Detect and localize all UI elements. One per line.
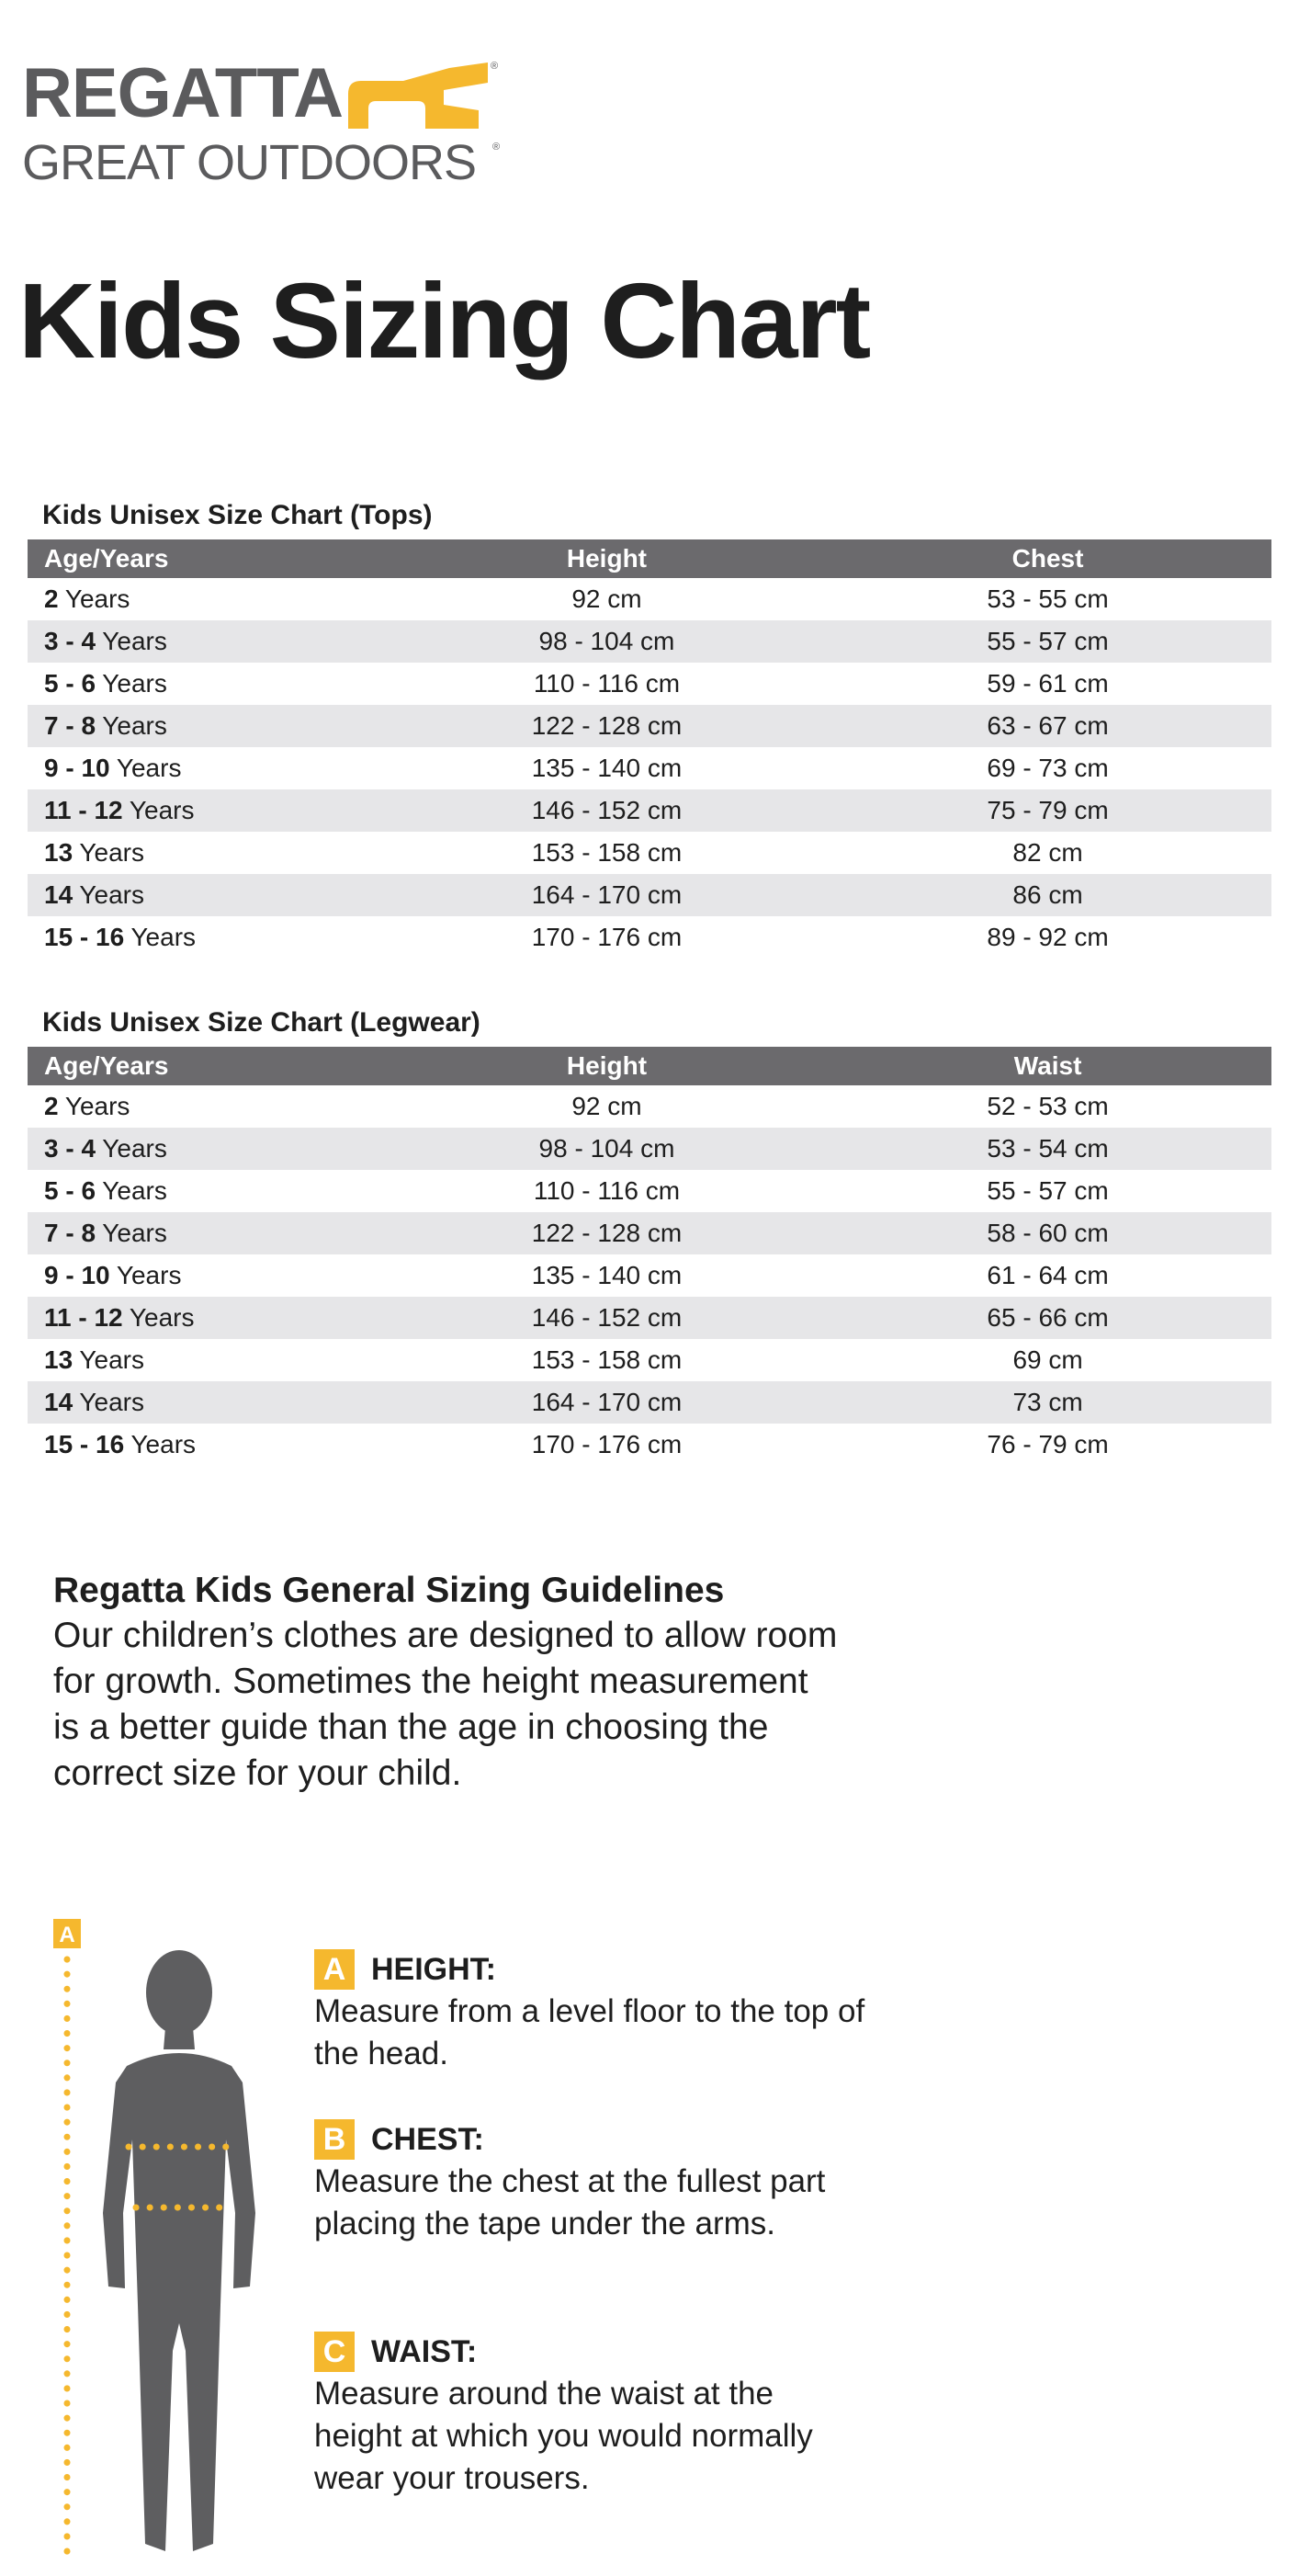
measure-waist	[314, 2331, 865, 2500]
cell-age: 5 - 6 Years	[44, 1176, 167, 1205]
column-header-chest: Chest	[824, 539, 1271, 578]
cell-chest: 63 - 67 cm	[824, 705, 1271, 747]
cell-age: 3 - 4 Years	[28, 620, 390, 663]
badge-a: A	[314, 1949, 355, 1990]
cell-chest: 59 - 61 cm	[987, 669, 1109, 698]
legwear-size-chart	[28, 1007, 1271, 1466]
cell-height: 92 cm	[571, 1092, 642, 1120]
cell-chest: 69 - 73 cm	[987, 754, 1109, 782]
cell-height: 135 - 140 cm	[531, 754, 683, 782]
cell-height: 122 - 128 cm	[390, 705, 824, 747]
measure-description: Measure around the waist at the height at which you would normally wear your trousers.	[314, 2376, 813, 2496]
cell-waist: 58 - 60 cm	[824, 1212, 1271, 1254]
cell-height: 153 - 158 cm	[531, 1345, 683, 1374]
cell-height: 170 - 176 cm	[531, 1430, 683, 1458]
column-header-waist: Waist	[824, 1047, 1271, 1085]
logo-tagline: GREAT OUTDOORS	[22, 135, 477, 190]
column-header-height: Height	[390, 1047, 824, 1085]
cell-height: 98 - 104 cm	[390, 1128, 824, 1170]
sizing-guidelines	[53, 1570, 880, 1797]
measure-chest	[314, 2118, 865, 2245]
cell-waist: 55 - 57 cm	[987, 1176, 1109, 1205]
table-row	[28, 1085, 1271, 1128]
table-row	[28, 1254, 1271, 1297]
size-table	[28, 1047, 1271, 1466]
cell-age: 5 - 6 Years	[44, 669, 167, 698]
cell-waist: 69 cm	[1012, 1345, 1083, 1374]
table-row	[28, 1339, 1271, 1381]
table-row	[28, 705, 1271, 747]
cell-age: 14 Years	[28, 1381, 390, 1424]
cell-height: 170 - 176 cm	[531, 923, 683, 951]
column-header-age: Age/Years	[28, 539, 390, 578]
cell-height: 110 - 116 cm	[533, 1176, 681, 1205]
table-row	[28, 663, 1271, 705]
logo-mark-icon	[348, 62, 495, 136]
guidelines-title: Regatta Kids General Sizing Guidelines	[53, 1571, 725, 1610]
child-silhouette-icon	[46, 1919, 285, 2562]
table-row	[28, 620, 1271, 663]
table-row	[28, 1128, 1271, 1170]
cell-age: 9 - 10 Years	[44, 754, 182, 782]
table-row	[28, 789, 1271, 832]
cell-height: 164 - 170 cm	[390, 1381, 824, 1424]
cell-age: 2 Years	[44, 1092, 130, 1120]
cell-age: 3 - 4 Years	[28, 1128, 390, 1170]
badge-b: B	[314, 2119, 355, 2160]
cell-height: 153 - 158 cm	[531, 838, 683, 867]
guidelines-body: Our children’s clothes are designed to allow room for growth. Sometimes the height measurement is a better guide than the age in choosing the correct size for your child.	[53, 1615, 838, 1793]
cell-chest: 75 - 79 cm	[824, 789, 1271, 832]
table-row	[28, 578, 1271, 620]
cell-height: 122 - 128 cm	[390, 1212, 824, 1254]
table-header-row	[28, 539, 1271, 578]
cell-age: 9 - 10 Years	[44, 1261, 182, 1289]
size-table	[28, 539, 1271, 959]
cell-height: 110 - 116 cm	[533, 669, 681, 698]
measure-description: Measure from a level floor to the top of the head.	[314, 1993, 865, 2071]
measure-label: CHEST:	[371, 2121, 484, 2157]
badge-c: C	[314, 2332, 355, 2372]
cell-age: 7 - 8 Years	[28, 1212, 390, 1254]
cell-height: 146 - 152 cm	[390, 789, 824, 832]
cell-chest: 89 - 92 cm	[987, 923, 1109, 951]
cell-chest: 82 cm	[1012, 838, 1083, 867]
cell-age: 11 - 12 Years	[28, 1297, 390, 1339]
cell-waist: 76 - 79 cm	[987, 1430, 1109, 1458]
cell-height: 135 - 140 cm	[531, 1261, 683, 1289]
table-row	[28, 1424, 1271, 1466]
cell-age: 14 Years	[28, 874, 390, 916]
table-row	[28, 747, 1271, 789]
child-body-shape	[103, 1950, 255, 2551]
regatta-logo	[22, 54, 501, 192]
table-title: Kids Unisex Size Chart (Tops)	[42, 500, 433, 530]
cell-waist: 53 - 54 cm	[824, 1128, 1271, 1170]
cell-age: 15 - 16 Years	[44, 923, 197, 951]
measure-height	[314, 1948, 865, 2075]
cell-height: 98 - 104 cm	[390, 620, 824, 663]
logo-brand-text: REGATTA	[22, 54, 344, 132]
cell-age: 7 - 8 Years	[28, 705, 390, 747]
table-row	[28, 832, 1271, 874]
table-row	[28, 916, 1271, 959]
cell-waist: 52 - 53 cm	[987, 1092, 1109, 1120]
measure-description: Measure the chest at the fullest part placing the tape under the arms.	[314, 2163, 826, 2241]
column-header-age: Age/Years	[28, 1047, 390, 1085]
table-row	[28, 1212, 1271, 1254]
cell-chest: 53 - 55 cm	[987, 584, 1109, 613]
table-row	[28, 1297, 1271, 1339]
table-row	[28, 1170, 1271, 1212]
tops-size-chart	[28, 500, 1271, 959]
cell-age: 13 Years	[44, 1345, 145, 1374]
table-row	[28, 1381, 1271, 1424]
cell-age: 15 - 16 Years	[44, 1430, 197, 1458]
cell-height: 92 cm	[571, 584, 642, 613]
measure-label: HEIGHT:	[371, 1951, 496, 1987]
measurement-figure	[46, 1919, 285, 2562]
cell-age: 11 - 12 Years	[28, 789, 390, 832]
cell-age: 13 Years	[44, 838, 145, 867]
cell-waist: 65 - 66 cm	[824, 1297, 1271, 1339]
table-header-row	[28, 1047, 1271, 1085]
measure-label: WAIST:	[371, 2333, 478, 2369]
table-row	[28, 874, 1271, 916]
cell-waist: 61 - 64 cm	[987, 1261, 1109, 1289]
cell-height: 164 - 170 cm	[390, 874, 824, 916]
page-title: Kids Sizing Chart	[18, 261, 870, 380]
cell-height: 146 - 152 cm	[390, 1297, 824, 1339]
table-title: Kids Unisex Size Chart (Legwear)	[42, 1007, 480, 1038]
height-marker-label: A	[59, 1923, 75, 1947]
column-header-height: Height	[390, 539, 824, 578]
cell-age: 2 Years	[44, 584, 130, 613]
cell-chest: 86 cm	[824, 874, 1271, 916]
cell-waist: 73 cm	[824, 1381, 1271, 1424]
registered-mark: ®	[492, 142, 501, 153]
cell-chest: 55 - 57 cm	[824, 620, 1271, 663]
registered-mark: ®	[491, 61, 499, 72]
